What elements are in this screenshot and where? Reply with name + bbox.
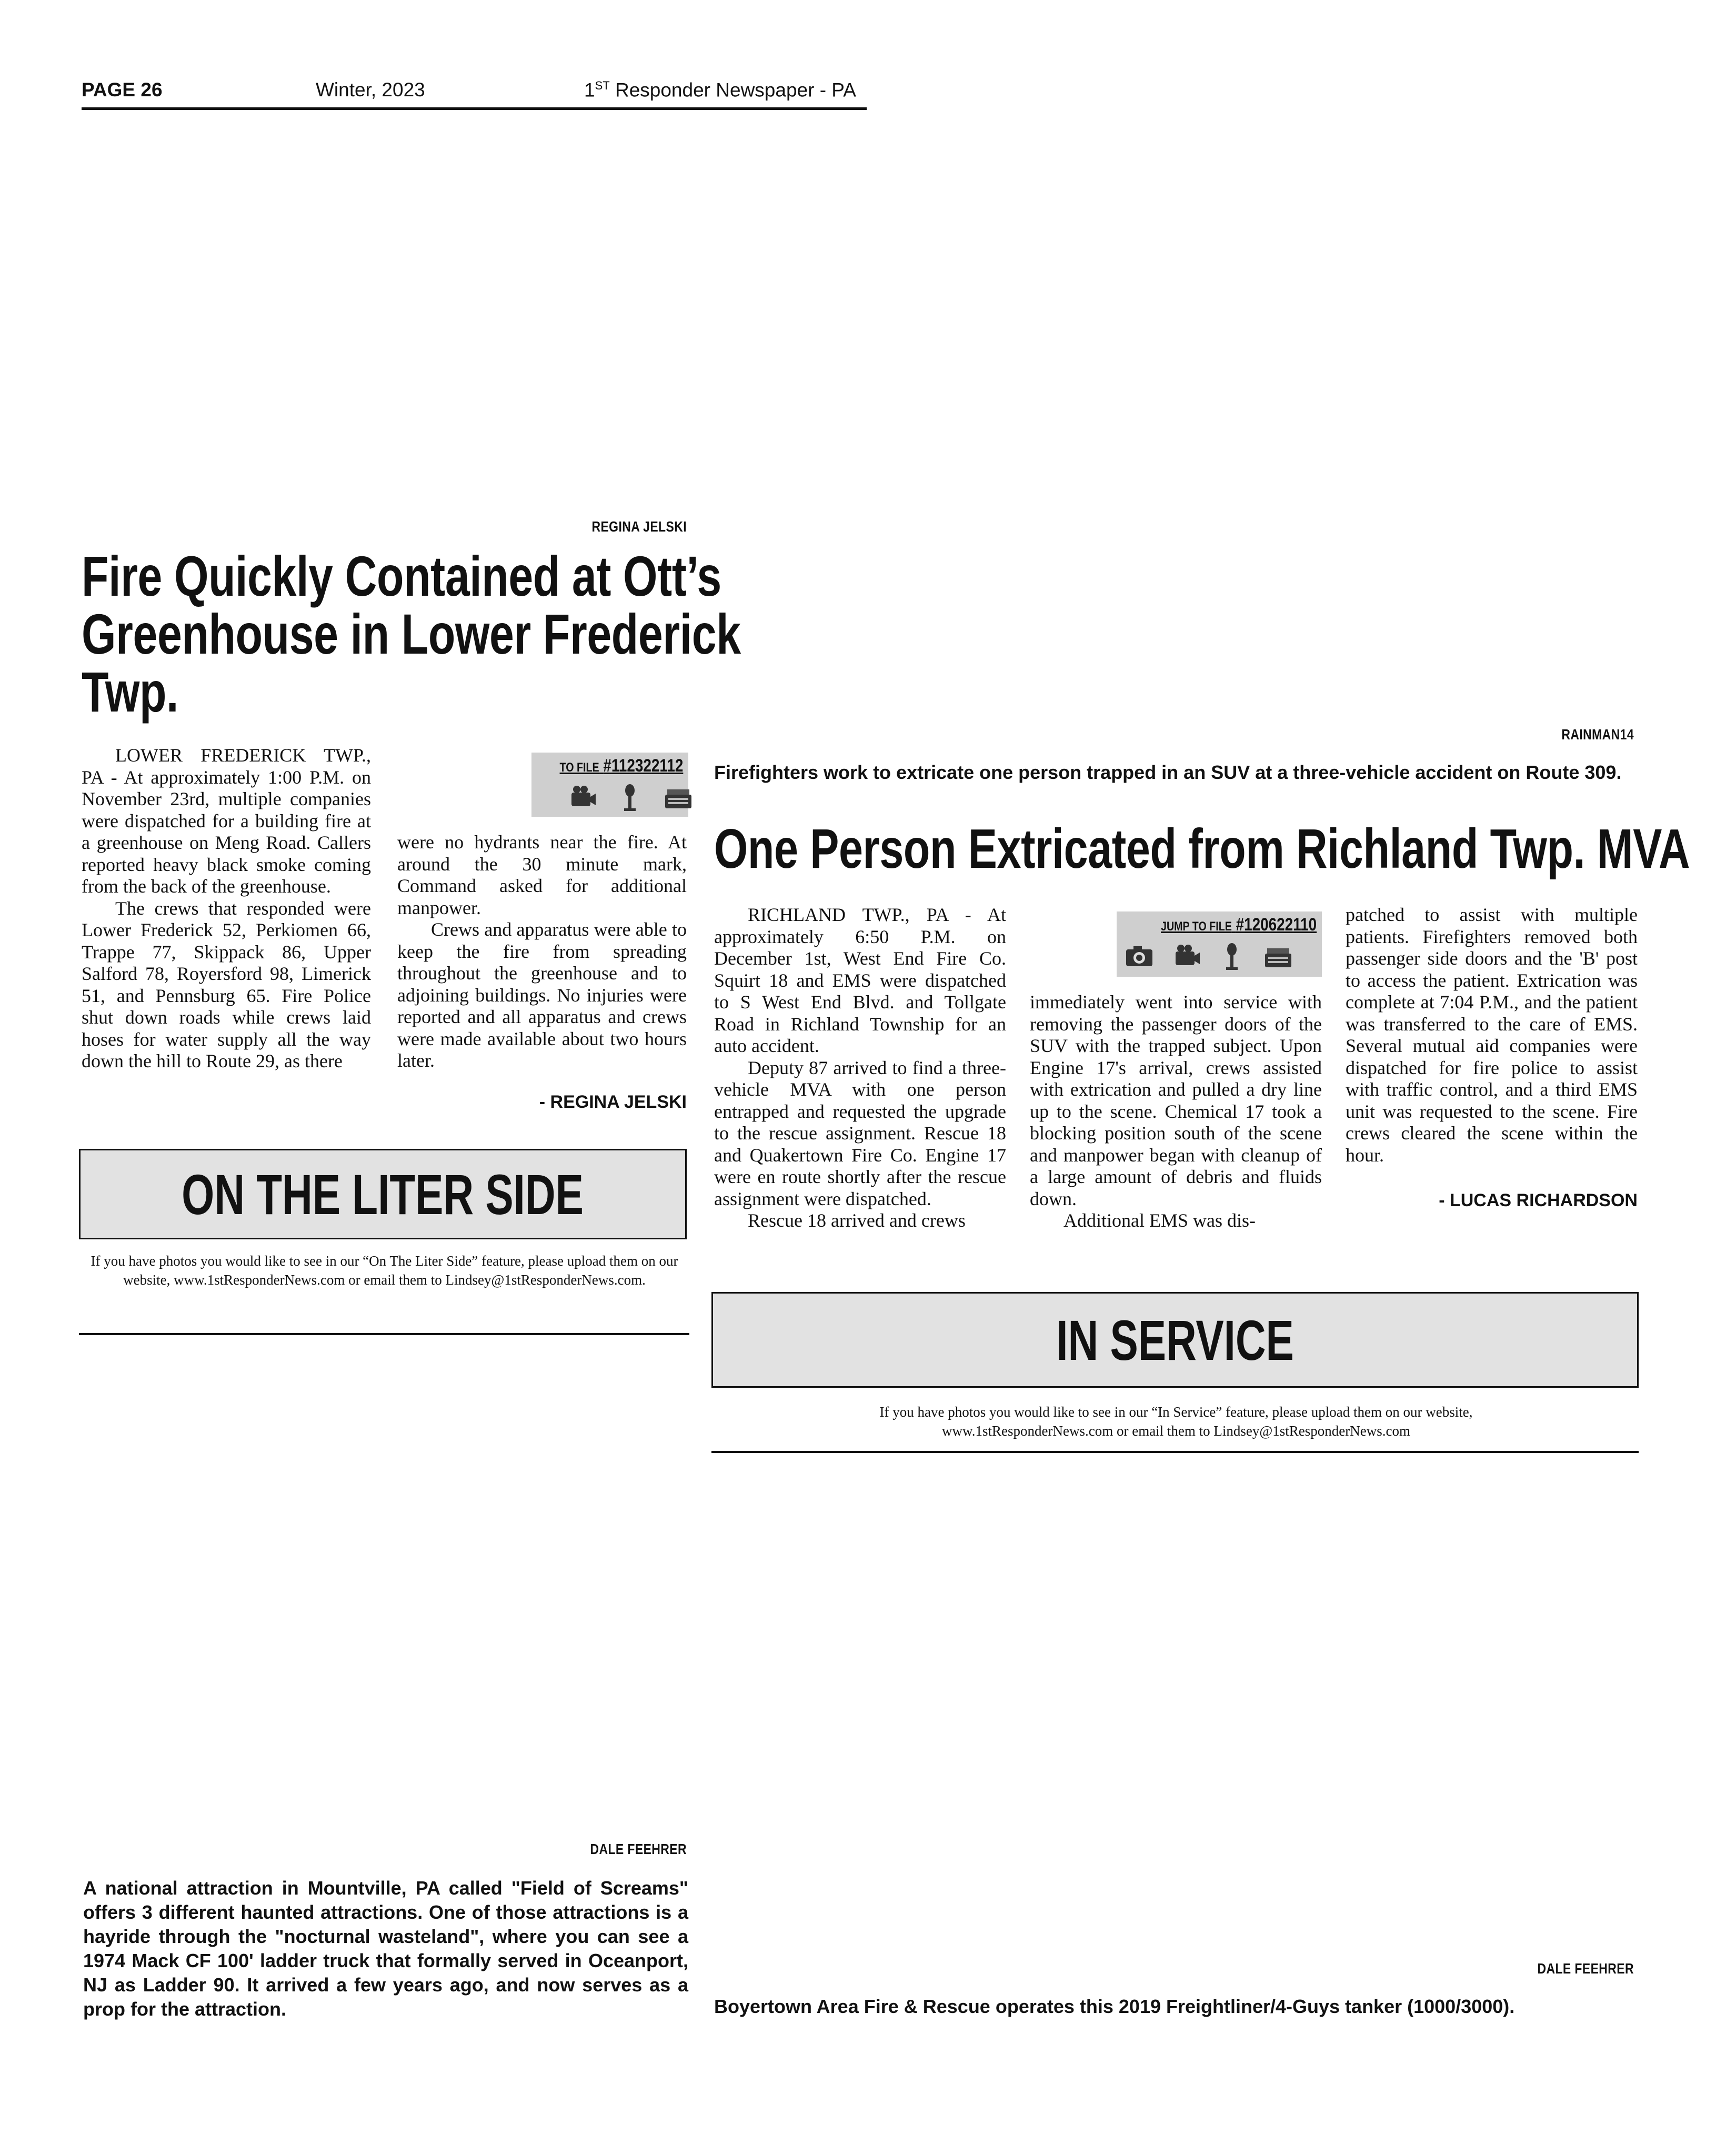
photo-caption: A national attraction in Mountville, PA called "Field of Screams" offers 3 different haunted attractions. One of those attractions is a hayride through the "nocturnal wasteland", where you can see a 1974 Mack CF 100' ladder truck that formally served in Oceanport, NJ as Ladder 90. It arrived a few years ago, and now serves as a prop for the attraction. (83, 1877, 688, 2020)
to-file-box[interactable] (531, 753, 688, 817)
paragraph: The crews that responded were Lower Frederick 52, Perkiomen 66, Trappe 77, Skippack 86, Upper Salford 78, Royersford 98, Limerick 51, and Pennsburg 65. Fire Police shut down roads while crews laid hoses for water supply all the way down the hill to Route 29, as there (82, 897, 371, 1071)
headline-line: Twp. (82, 660, 179, 724)
issue-date: Winter, 2023 (316, 79, 425, 101)
byline: - REGINA JELSKI (539, 1092, 687, 1112)
microphone-icon (615, 782, 645, 813)
story1-headline (82, 544, 741, 724)
paragraph: Crews and apparatus were able to keep the fire from spreading throughout the greenhouse and to adjoining buildings. No injuries were reported and all apparatus and crews were made available about two hours later. (397, 919, 687, 1071)
file-link[interactable]: JUMP TO FILE #120622110 (1160, 915, 1317, 935)
publication-name: 1ST Responder Newspaper - PA (584, 79, 856, 101)
section-rule (711, 1451, 1639, 1453)
story2-headline: One Person Extricated from Richland Twp. MVA (714, 818, 1690, 880)
photo-credit: RAINMAN14 (1561, 726, 1634, 743)
section-rule (79, 1333, 689, 1335)
microphone-icon (1217, 941, 1247, 971)
liter-side-note: If you have photos you would like to see in our “On The Liter Side” feature, please upload them on our website, www.1stResponderNews.com or email them to Lindsey@1stResponderNews.com. (91, 1253, 678, 1288)
photo-credit: DALE FEEHRER (1537, 1960, 1634, 1977)
paragraph: patched to assist with multiple patients. Firefighters removed both passenger side doors and the 'B' post to access the patient. Extrication was complete at 7:04 P.M., and the patient was transferred to the care of EMS. Several mutual aid companies were dispatched for fire police to assist with traffic control, and a third EMS unit was requested to the scene. Fire crews cleared the scene within the hour. (1346, 904, 1638, 1166)
photo-credit: REGINA JELSKI (591, 518, 687, 535)
byline: - LUCAS RICHARDSON (1439, 1190, 1638, 1210)
liter-side-banner (79, 1149, 687, 1239)
photo-caption: Firefighters work to extricate one person trapped in an SUV at a three-vehicle accident on Route 309. (714, 762, 1622, 783)
paragraph: Deputy 87 arrived to find a three-vehicle MVA with one person entrapped and requested the upgrade to the rescue assignment. Rescue 18 and Quakertown Fire Co. Engine 17 were en route shortly after the rescue assignment were dispatched. (714, 1057, 1006, 1209)
video-camera-icon (1170, 941, 1201, 971)
jump-to-file-box[interactable] (1117, 911, 1322, 977)
in-service-banner (711, 1292, 1639, 1388)
typewriter-icon (663, 782, 694, 813)
in-service-note: If you have photos you would like to see in our “In Service” feature, please upload them on our website, www.1stResponderNews.com or email them to Lindsey@1stResponderNews.com (879, 1404, 1473, 1439)
header-rule (82, 107, 867, 110)
feature-title: IN SERVICE (1056, 1308, 1294, 1372)
camera-icon (1124, 941, 1155, 971)
page-number: PAGE 26 (82, 79, 163, 101)
story1-column-2 (397, 831, 687, 1072)
story1-column-1 (82, 745, 371, 1073)
typewriter-icon (1263, 941, 1293, 971)
file-link[interactable]: TO FILE #112322112 (559, 756, 683, 776)
story2-column-1 (714, 904, 1006, 1232)
feature-title: ON THE LITER SIDE (182, 1162, 584, 1226)
photo-caption: Boyertown Area Fire & Rescue operates this 2019 Freightliner/4-Guys tanker (1000/3000). (714, 1996, 1515, 2017)
headline-line: Greenhouse in Lower Frederick (82, 602, 741, 666)
story2-column-3 (1346, 904, 1638, 1166)
paragraph: were no hydrants near the fire. At around the 30 minute mark, Command asked for additional manpower. (397, 831, 687, 918)
paragraph: Additional EMS was dis- (1063, 1210, 1256, 1231)
paragraph: LOWER FREDERICK TWP., PA - At approximately 1:00 P.M. on November 23rd, multiple companies were dispatched for a building fire at a greenhouse on Meng Road. Callers reported heavy black smoke coming from the back of the greenhouse. (82, 745, 371, 897)
headline-line: Fire Quickly Contained at Ott’s (82, 544, 721, 608)
paragraph: immediately went into service with removing the passenger doors of the SUV with the trapped subject. Upon Engine 17's arrival, crews assisted with extrication and pulled a dry line up to the scene. Chemical 17 took a blocking position south of the scene and manpower began with cleanup of a large amount of debris and fluids down. (1030, 991, 1322, 1209)
photo-credit: DALE FEEHRER (590, 1841, 687, 1857)
paragraph: RICHLAND TWP., PA - At approximately 6:50 P.M. on December 1st, West End Fire Co. Squirt 18 and EMS were dispatched to S West End Blvd. and Tollgate Road in Richland Township for an auto accident. (714, 904, 1006, 1056)
story2-column-2 (1030, 991, 1322, 1232)
video-camera-icon (566, 782, 597, 813)
paragraph: Rescue 18 arrived and crews (748, 1210, 966, 1231)
